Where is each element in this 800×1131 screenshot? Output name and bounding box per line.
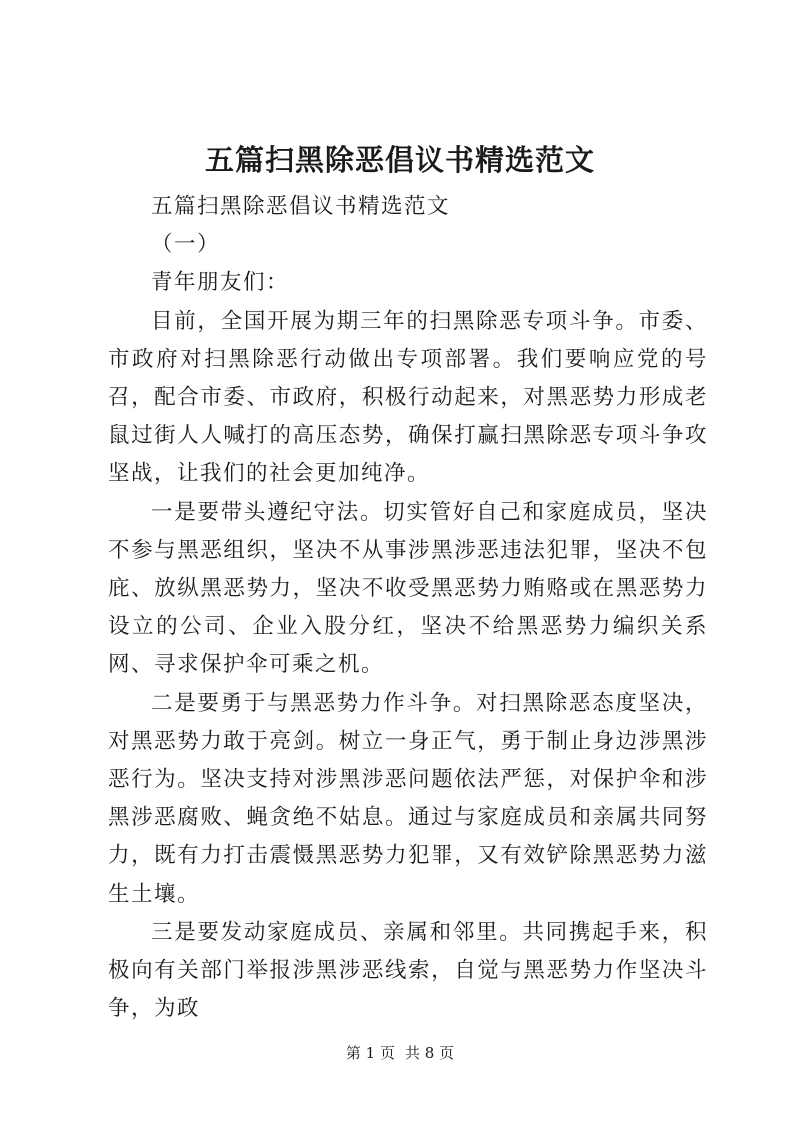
salutation: 青年朋友们： xyxy=(151,270,290,296)
page-footer xyxy=(0,1043,800,1063)
document-body xyxy=(108,188,708,1028)
body-paragraph: 目前，全国开展为期三年的扫黑除恶专项斗争。市委、市政府对扫黑除恶行动做出专项部署。我们要响应党的号召，配合市委、市政府，积极行动起来，对黑恶势力形成老鼠过街人人喊打的高压态势，确保打赢扫黑除恶专项斗争攻坚战，让我们的社会更加纯净。 xyxy=(108,308,708,487)
body-paragraph: 三是要发动家庭成员、亲属和邻里。共同携起手来，积极向有关部门举报涉黑涉恶线索，自觉与黑恶势力作坚决斗争，为政 xyxy=(108,919,708,1022)
body-paragraph: 一是要带头遵纪守法。切实管好自己和家庭成员，坚决不参与黑恶组织，坚决不从事涉黑涉恶违法犯罪，坚决不包庇、放纵黑恶势力，坚决不收受黑恶势力贿赂或在黑恶势力设立的公司、企业入股分红，坚决不给黑恶势力编织关系网、寻求保护伞可乘之机。 xyxy=(108,499,708,678)
subtitle-paragraph: 五篇扫黑除恶倡议书精选范文 xyxy=(151,194,451,219)
document-title: 五篇扫黑除恶倡议书精选范文 xyxy=(204,143,595,177)
body-paragraph: 二是要勇于与黑恶势力作斗争。对扫黑除恶态度坚决，对黑恶势力敢于亮剑。树立一身正气，勇于制止身边涉黑涉恶行为。坚决支持对涉黑涉恶问题依法严惩，对保护伞和涉黑涉恶腐败、蝇贪绝不姑息。通过与家庭成员和亲属共同努力，既有力打击震慑黑恶势力犯罪，又有效铲除黑恶势力滋生土壤。 xyxy=(108,690,708,907)
page-total: 共 8 页 xyxy=(405,1044,455,1062)
page-number: 第 1 页 xyxy=(345,1044,395,1062)
section-number: （一） xyxy=(151,232,221,258)
